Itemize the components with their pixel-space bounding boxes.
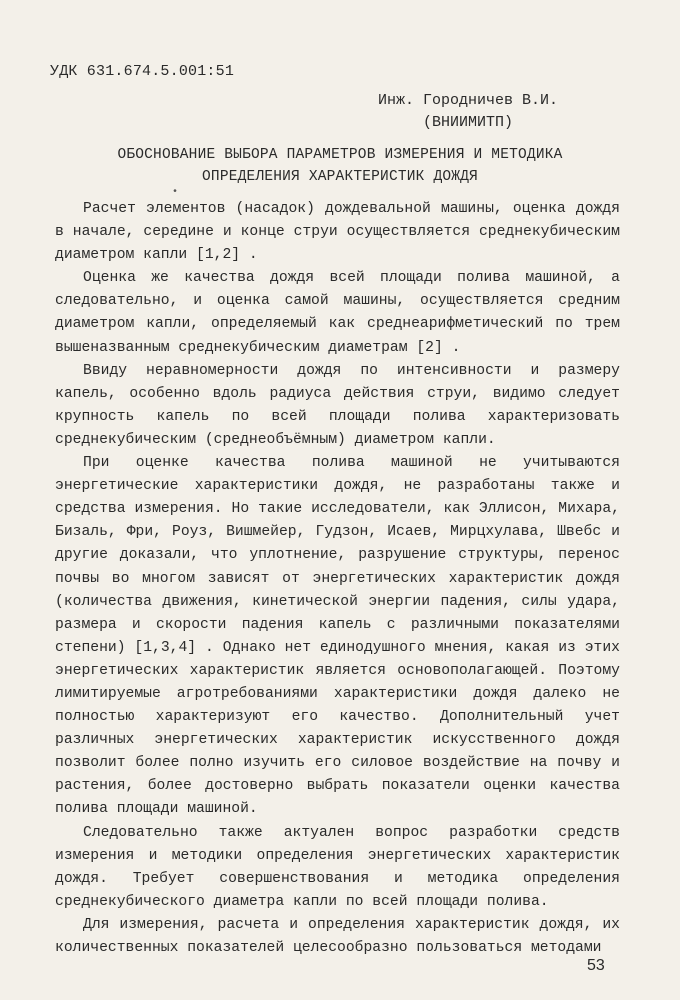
title-line-2: ОПРЕДЕЛЕНИЯ ХАРАКТЕРИСТИК ДОЖДЯ xyxy=(202,169,478,185)
paragraph-3: Ввиду неравномерности дождя по интенсивности и размеру капель, особенно вдоль радиуса действия струи, видимо следует крупность капель по всей площади полива характеризовать среднекубическим (среднеобъёмным) диаметром капли. xyxy=(55,362,620,448)
author-block xyxy=(378,90,558,134)
paragraph-4: При оценке качества полива машиной не учитываются энергетические характеристики дождя, не разработаны также и средства измерения. Но такие исследователи, как Эллисон, Михара, Бизаль, Фри, Роуз, Вишмейер, Гудзон, Исаев, Мирцхулава, Швебс и другие доказали, что уплотнение, разрушение структуры, перенос почвы во многом зависят от энергетических характеристик дождя (количества движения, кинетической энергии падения, силы удара, размера и скорости падения капель с различными показателями степени) [1,3,4] . Однако нет единодушного мнения, какая из этих энергетических характеристик является основополагающей. Поэтому лимитируемые агротребованиями характеристики дождя далеко не полностью характеризуют его качество. Дополнительный учет различных энергетических характеристик искусственного дождя позволит более полно изучить его силовое воздействие на почву и растения, более достоверно выбрать показатели оценки качества полива площади машиной. xyxy=(55,455,620,818)
page-number: 53 xyxy=(587,957,605,974)
udk-code: УДК 631.674.5.001:51 xyxy=(50,63,235,80)
article-title xyxy=(60,144,620,188)
paragraph-5: Следовательно также актуален вопрос разработки средств измерения и методики определения энергетических характеристик дождя. Требует совершенствования и методика определения среднекубического диаметра капли по всей площади полива. xyxy=(55,824,620,910)
author-name: Инж. Городничев В.И. xyxy=(378,92,559,109)
paragraph-2: Оценка же качества дождя всей площади полива машиной, а следовательно, и оценка самой машины, осуществляется средним диаметром капли, определяемый как среднеарифметический по трем вышеназванным среднекубическим диаметрам [2] . xyxy=(55,270,620,356)
title-dot-mark: • xyxy=(172,187,179,198)
title-line-1: ОБОСНОВАНИЕ ВЫБОРА ПАРАМЕТРОВ ИЗМЕРЕНИЯ И МЕТОДИКА xyxy=(117,147,563,163)
paragraph-1: Расчет элементов (насадок) дождевальной машины, оценка дождя в начале, середине и конце струи осуществляется среднекубическим диаметром капли [1,2] . xyxy=(55,201,620,264)
article-body xyxy=(55,198,620,960)
paragraph-6: Для измерения, расчета и определения характеристик дождя, их количественных показателей целесообразно пользоваться методами xyxy=(55,916,620,956)
author-organization: (ВНИИМИТП) xyxy=(423,114,514,131)
